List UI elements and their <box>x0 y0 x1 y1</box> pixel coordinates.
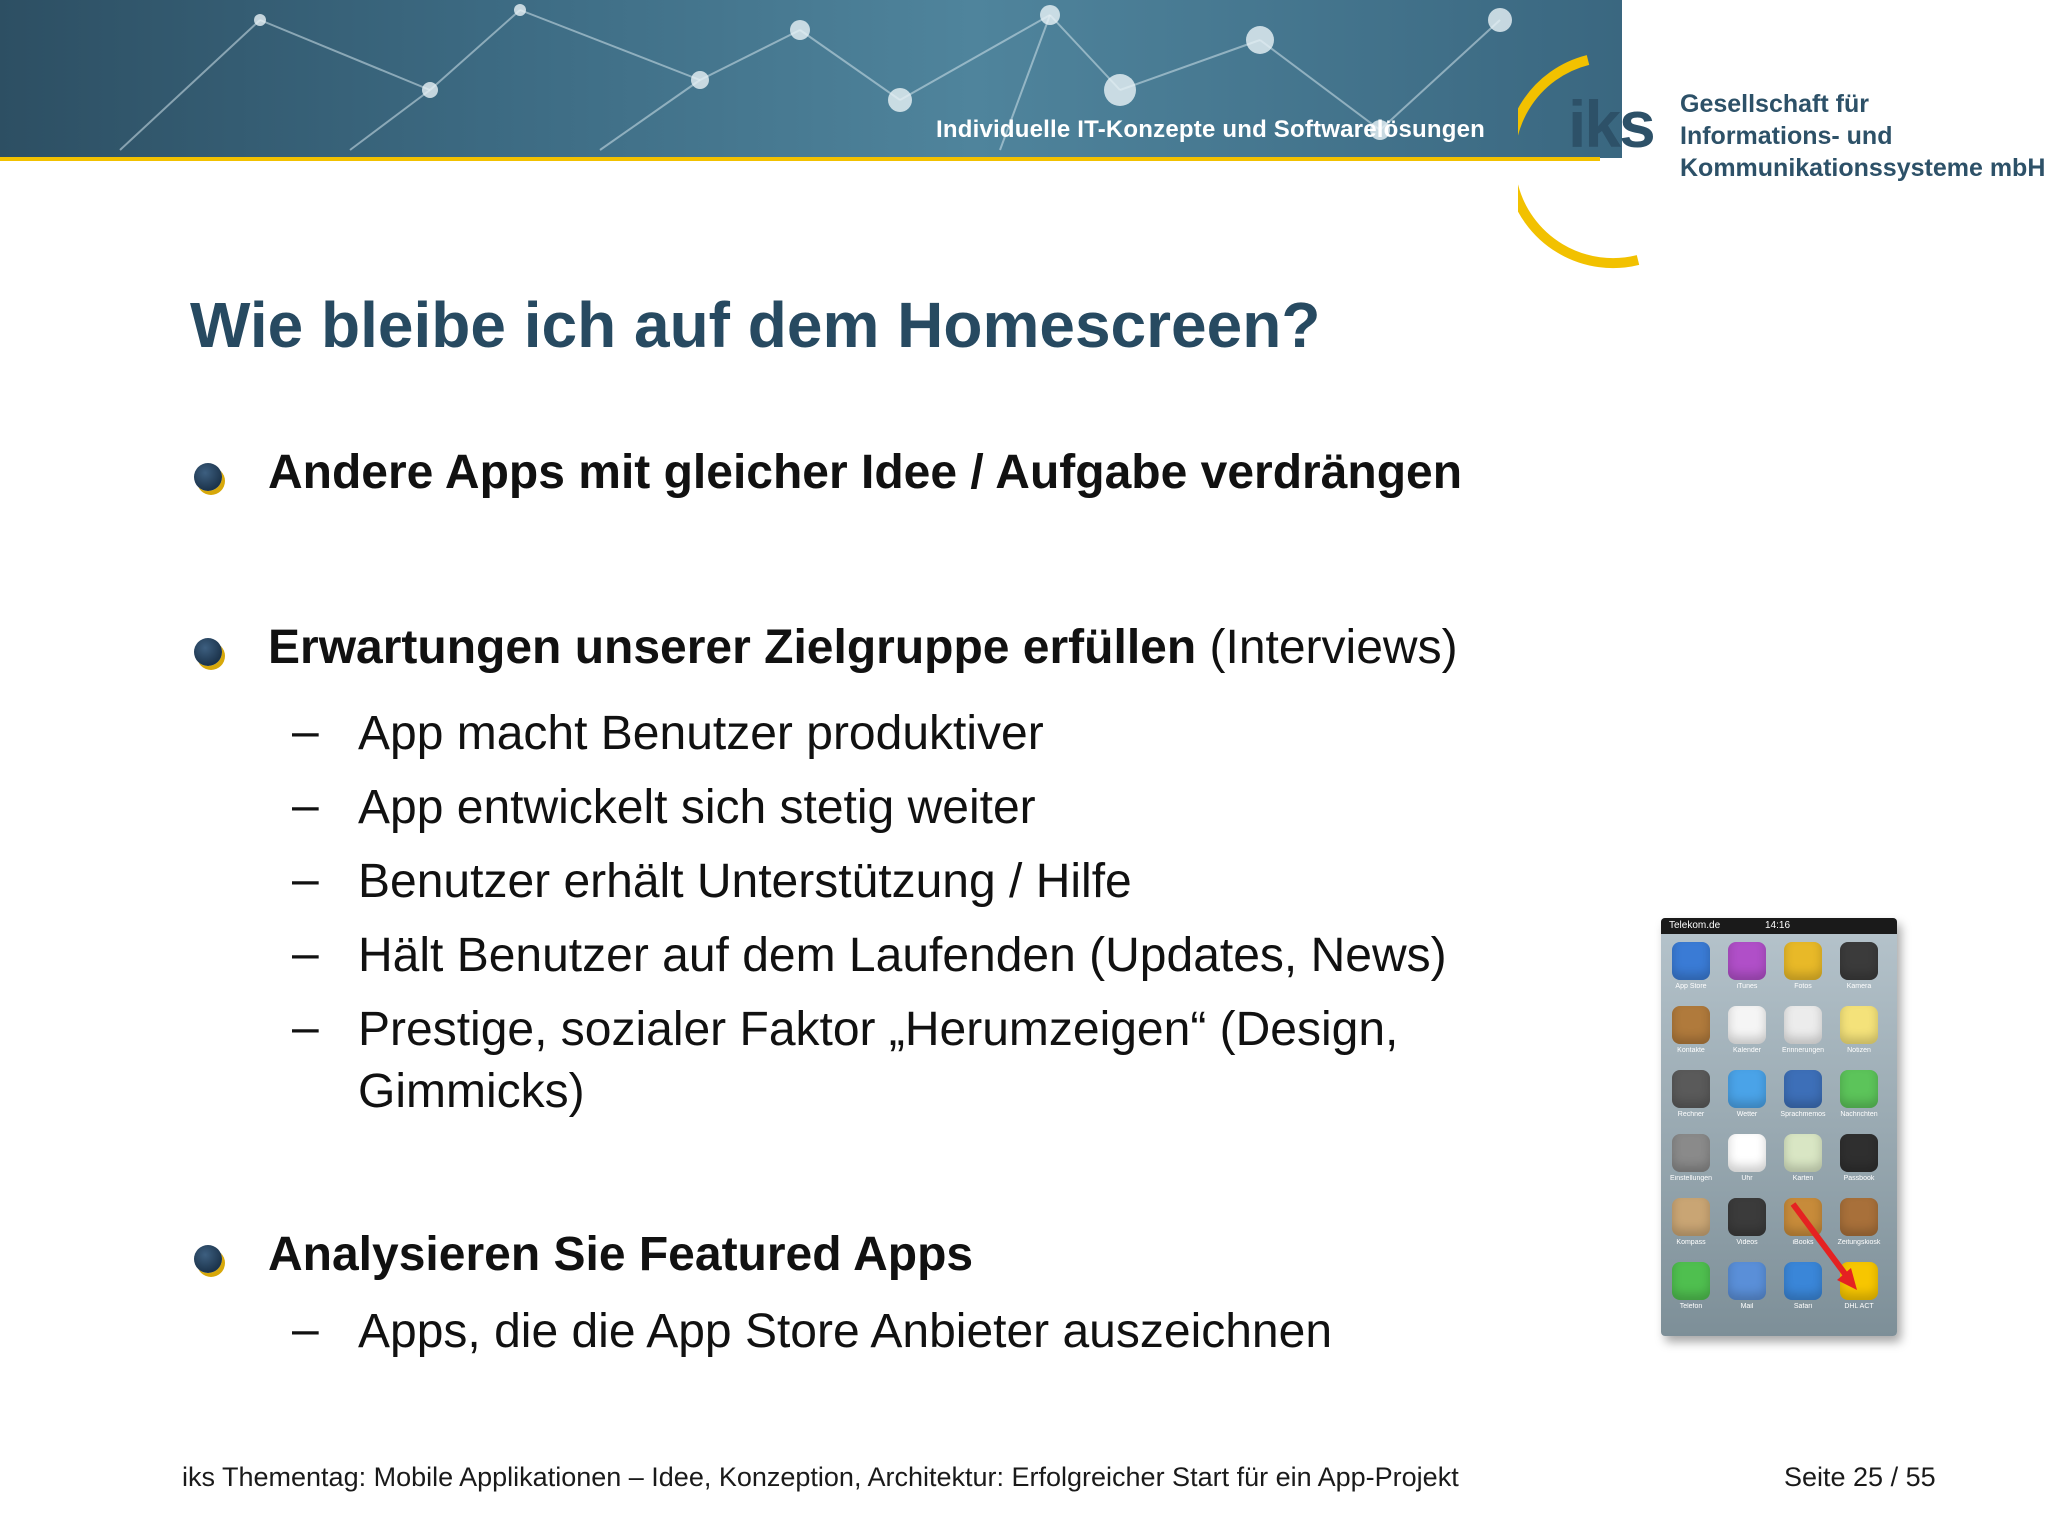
page-number: Seite 25 / 55 <box>1784 1462 1936 1492</box>
footer-text: iks Thementag: Mobile Applikationen – Idee, Konzeption, Architektur: Erfolgreicher Start für ein App-Projekt <box>182 1462 1459 1492</box>
app-label: Passbook <box>1843 1175 1875 1182</box>
sub-item-text: Apps, die die App Store Anbieter auszeichnen <box>358 1305 1333 1358</box>
sub-item-text: Hält Benutzer auf dem Laufenden (Updates, News) <box>358 929 1447 982</box>
phone-carrier: Telekom.de <box>1669 920 1721 931</box>
dash-marker: – <box>292 853 319 906</box>
header-banner <box>0 0 1622 158</box>
app-label: Nachrichten <box>1840 1111 1878 1118</box>
app-label: Kompass <box>1676 1239 1706 1246</box>
dash-marker: – <box>292 705 319 758</box>
app-label: Karten <box>1792 1175 1814 1182</box>
app-label: Fotos <box>1794 983 1812 990</box>
app-label: Kalender <box>1732 1047 1762 1054</box>
iphone-homescreen-image <box>1661 918 1897 1336</box>
app-label: Zeitungskiosk <box>1837 1239 1881 1246</box>
banner-accent-rule <box>0 157 1600 161</box>
app-label: Telefon <box>1679 1303 1703 1310</box>
dash-marker: – <box>292 1303 319 1356</box>
bullet-bold-text: Analysieren Sie Featured Apps <box>268 1228 974 1281</box>
app-label: Einstellungen <box>1669 1175 1713 1182</box>
bullet-bold-text: Erwartungen unserer Zielgruppe erfüllen <box>268 621 1197 674</box>
app-label: DHL ACT <box>1844 1303 1874 1310</box>
app-label: Rechner <box>1677 1111 1705 1118</box>
bullet-bold-text: Andere Apps mit gleicher Idee / Aufgabe verdrängen <box>268 446 1463 499</box>
bullet-text <box>268 620 1458 675</box>
app-label: Sprachmemos <box>1780 1111 1826 1118</box>
app-label: Notizen <box>1847 1047 1871 1054</box>
phone-time: 14:16 <box>1765 920 1791 931</box>
bullet-text <box>268 445 1462 500</box>
app-label: Kamera <box>1846 983 1872 990</box>
red-arrow-icon <box>1661 918 1897 1336</box>
sub-item-text: App macht Benutzer produktiver <box>358 707 1044 760</box>
app-label: Uhr <box>1741 1175 1753 1182</box>
app-label: Wetter <box>1736 1111 1758 1118</box>
iks-logo <box>1568 87 1654 161</box>
app-label: iBooks <box>1792 1239 1814 1246</box>
app-label: iTunes <box>1736 983 1758 990</box>
bullet-dot-icon <box>194 463 222 491</box>
app-label: Videos <box>1736 1239 1758 1246</box>
sub-item-text: Benutzer erhält Unterstützung / Hilfe <box>358 855 1132 908</box>
app-label: Safari <box>1793 1303 1813 1310</box>
bullet-normal-text: (Interviews) <box>1196 621 1458 674</box>
company-line: Informations- und <box>1680 122 1893 150</box>
dash-marker: – <box>292 927 319 980</box>
company-line: Kommunikationssysteme mbH <box>1680 154 2046 182</box>
dash-marker: – <box>292 1001 319 1054</box>
app-label: Kontakte <box>1677 1047 1705 1054</box>
sub-item-text: Gimmicks) <box>358 1065 585 1118</box>
company-name <box>1680 88 2045 184</box>
app-label: Erinnerungen <box>1781 1047 1825 1054</box>
bullet-dot-icon <box>194 638 222 666</box>
sub-item-text: Prestige, sozialer Faktor „Herumzeigen“ (Design, <box>358 1003 1399 1056</box>
header-tagline: Individuelle IT-Konzepte und Softwarelösungen <box>936 116 1486 143</box>
bullet-text <box>268 1227 973 1282</box>
app-label: App Store <box>1675 983 1707 990</box>
sub-item-text: App entwickelt sich stetig weiter <box>358 781 1036 834</box>
app-label: Mail <box>1740 1303 1754 1310</box>
logo-text: iks <box>1568 87 1654 161</box>
slide-title: Wie bleibe ich auf dem Homescreen? <box>190 289 1321 361</box>
company-line: Gesellschaft für <box>1680 90 1869 118</box>
dash-marker: – <box>292 779 319 832</box>
bullet-dot-icon <box>194 1245 222 1273</box>
